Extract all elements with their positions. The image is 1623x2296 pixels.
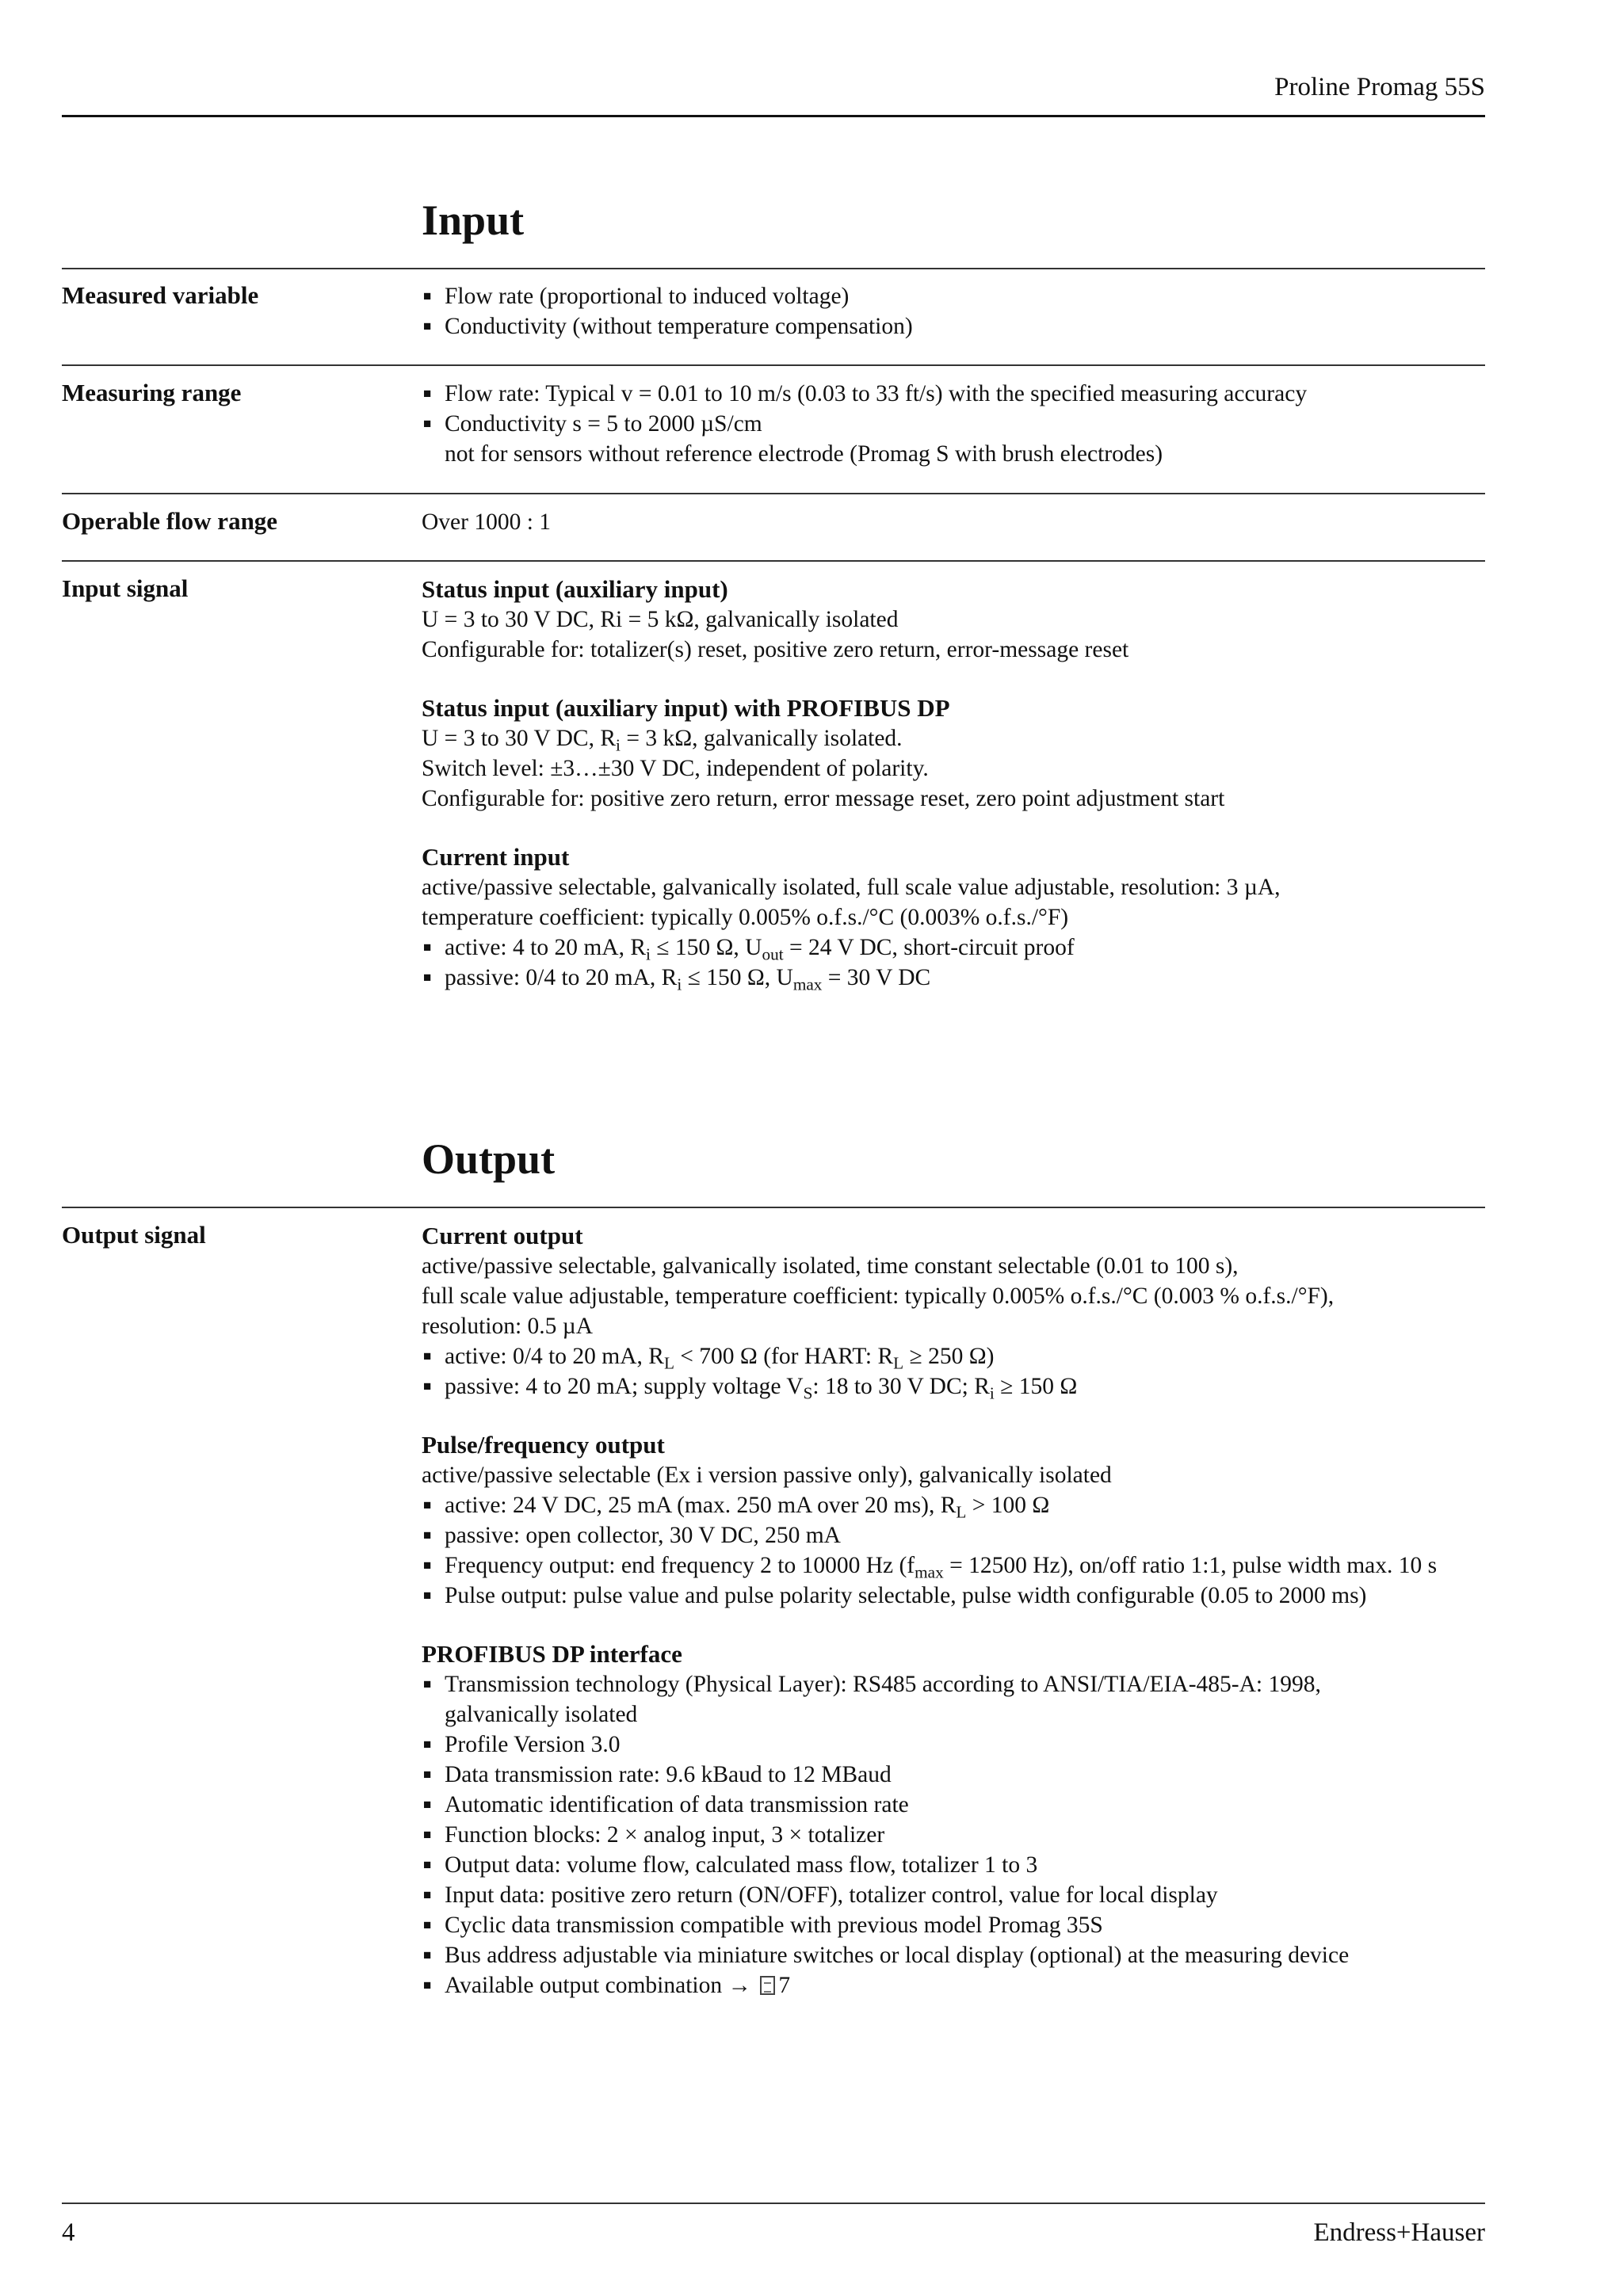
list-item: ■ Input data: positive zero return (ON/OFF), totalizer control, value for local display bbox=[422, 1880, 1487, 1910]
footer-rule bbox=[62, 2203, 1485, 2204]
current-output-line: active/passive selectable, galvanically isolated, time constant selectable (0.01 to 100 s), bbox=[422, 1253, 1239, 1279]
operable-flow-range-value bbox=[422, 507, 1487, 537]
operable-flow-range-text: Over 1000 : 1 bbox=[422, 509, 552, 535]
list-item: ■ Output data: volume flow, calculated mass flow, totalizer 1 to 3 bbox=[422, 1850, 1487, 1880]
current-output-line: resolution: 0.5 µA bbox=[422, 1314, 594, 1339]
status-input-profibus-line: Switch level: ±3…±30 V DC, independent of polarity. bbox=[422, 756, 929, 781]
input-signal-label: Input signal bbox=[62, 574, 189, 602]
list-item-continuation: galvanically isolated bbox=[445, 1702, 638, 1727]
list-item: ■ Frequency output: end frequency 2 to 10000 Hz ($f_{max} = 12500$ Hz), on/off ratio 1:1, pulse width max. 10 s bbox=[422, 1550, 1487, 1581]
pulse-output-title: Pulse/frequency output bbox=[422, 1431, 665, 1459]
status-input-line: U = 3 to 30 V DC, Ri = 5 kΩ, galvanically isolated bbox=[422, 607, 899, 632]
current-input-title: Current input bbox=[422, 843, 570, 871]
list-item: ■ passive: open collector, 30 V DC, 250 mA bbox=[422, 1520, 1487, 1550]
list-item: ■ Transmission technology (Physical Layer): RS485 according to ANSI/TIA/EIA-485-A: 1998, bbox=[422, 1669, 1487, 1699]
document-page-icon bbox=[760, 1976, 775, 1995]
pulse-output-line: active/passive selectable (Ex i version passive only), galvanically isolated bbox=[422, 1463, 1112, 1488]
list-item: ■ active: 24 V DC, 25 mA (max. 250 mA over 20 ms), $R_L > 100$ Ω bbox=[422, 1490, 1487, 1520]
current-input-line: temperature coefficient: typically 0.005% o.f.s./°C (0.003% o.f.s./°F) bbox=[422, 905, 1069, 930]
output-signal-content bbox=[422, 1221, 1487, 2000]
list-item: ■ active: 4 to 20 mA, $R_i \le 150$ Ω, $U_{out} = 24$ V DC, short-circuit proof bbox=[422, 933, 1487, 963]
list-item: ■ active: 0/4 to 20 mA, $R_L < 700$ Ω (for HART: $R_L \ge 250$ Ω) bbox=[422, 1341, 1487, 1371]
current-input-line: active/passive selectable, galvanically isolated, full scale value adjustable, resolution: 3 µA, bbox=[422, 875, 1281, 900]
row-rule bbox=[62, 560, 1485, 562]
document-header-title: Proline Promag 55S bbox=[1274, 73, 1485, 101]
row-rule bbox=[62, 493, 1485, 494]
row-rule bbox=[62, 364, 1485, 366]
list-item: ■ Bus address adjustable via miniature switches or local display (optional) at the measuring device bbox=[422, 1940, 1487, 1970]
section-rule bbox=[62, 268, 1485, 269]
profibus-title: PROFIBUS DP interface bbox=[422, 1640, 682, 1668]
footer-brand: Endress+Hauser bbox=[1313, 2218, 1485, 2247]
list-item: ■ Pulse output: pulse value and pulse polarity selectable, pulse width configurable (0.05 to 2000 ms) bbox=[422, 1581, 1487, 1611]
list-item: ■ passive: 4 to 20 mA; supply voltage $V_S$: 18 to 30 V DC; $R_i \ge 150$ Ω bbox=[422, 1371, 1487, 1402]
operable-flow-range-label: Operable flow range bbox=[62, 507, 278, 535]
list-item: ■ Flow rate (proportional to induced voltage) bbox=[422, 281, 1487, 311]
list-item: ■ Function blocks: 2 × analog input, 3 × totalizer bbox=[422, 1820, 1487, 1850]
current-output-line: full scale value adjustable, temperature coefficient: typically 0.005% o.f.s./°C (0.003 % o.f.s./°F), bbox=[422, 1283, 1335, 1309]
list-item: ■ Flow rate: Typical v = 0.01 to 10 m/s (0.03 to 33 ft/s) with the specified measuring accuracy bbox=[422, 379, 1487, 409]
input-signal-content bbox=[422, 574, 1487, 993]
status-input-title: Status input (auxiliary input) bbox=[422, 575, 728, 603]
output-section-heading: Output bbox=[422, 1135, 556, 1183]
list-item: ■ Conductivity s = 5 to 2000 µS/cm bbox=[422, 409, 1487, 439]
measuring-range-content bbox=[422, 379, 1487, 469]
section-rule bbox=[62, 1207, 1485, 1208]
measuring-range-label: Measuring range bbox=[62, 379, 242, 406]
list-item: ■ Profile Version 3.0 bbox=[422, 1730, 1487, 1760]
status-input-profibus-line: U = 3 to 30 V DC, $R_i = 3$ kΩ, galvanically isolated. bbox=[422, 726, 903, 755]
measured-variable-content bbox=[422, 281, 1487, 341]
list-item-continuation: not for sensors without reference electrode (Promag S with brush electrodes) bbox=[445, 441, 1163, 467]
measured-variable-label: Measured variable bbox=[62, 281, 259, 309]
status-input-profibus-title: Status input (auxiliary input) with PROFIBUS DP bbox=[422, 694, 950, 722]
status-input-profibus-line: Configurable for: positive zero return, error message reset, zero point adjustment start bbox=[422, 786, 1225, 811]
list-item: ■ Automatic identification of data transmission rate bbox=[422, 1790, 1487, 1820]
list-item: ■ Conductivity (without temperature compensation) bbox=[422, 311, 1487, 341]
status-input-line: Configurable for: totalizer(s) reset, positive zero return, error-message reset bbox=[422, 637, 1129, 662]
input-section-heading: Input bbox=[422, 196, 525, 244]
output-signal-label: Output signal bbox=[62, 1221, 206, 1249]
header-rule bbox=[62, 115, 1485, 117]
list-item: ■ Available output combination → 7 bbox=[422, 1970, 1487, 2000]
list-item: ■ Cyclic data transmission compatible with previous model Promag 35S bbox=[422, 1910, 1487, 1940]
list-item: ■ Data transmission rate: 9.6 kBaud to 12 MBaud bbox=[422, 1760, 1487, 1790]
list-item: ■ passive: 0/4 to 20 mA, $R_i \le 150$ Ω, $U_{max} = 30$ V DC bbox=[422, 963, 1487, 993]
page-number: 4 bbox=[62, 2218, 75, 2247]
current-output-title: Current output bbox=[422, 1222, 583, 1249]
